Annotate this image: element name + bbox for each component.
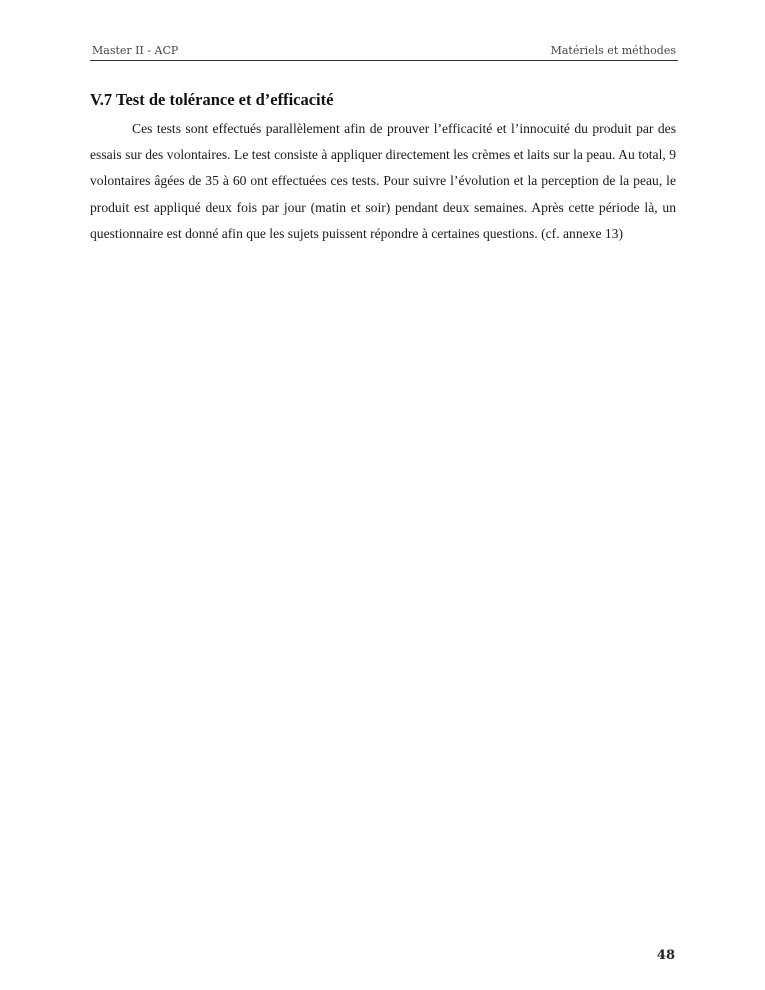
section-title: V.7 Test de tolérance et d’efficacité: [90, 90, 334, 109]
header-right-text: Matériels et méthodes: [550, 44, 676, 57]
page-header: [90, 42, 678, 61]
header-left-text: Master II - ACP: [92, 44, 179, 57]
body-paragraph: Ces tests sont effectués parallèlement afin de prouver l’efficacité et l’innocuité du produit par des essais sur des volontaires. Le test consiste à appliquer directement les crèmes et laits sur la peau. Au total, 9 volontaires âgées de 35 à 60 ont effectuées ces tests. Pour suivre l’évolution et la perception de la peau, le produit est appliqué deux fois par jour (matin et soir) pendant deux semaines. Après cette période là, un questionnaire est donné afin que les sujets puissent répondre à certaines questions. (cf. annexe 13): [90, 121, 676, 241]
page-number: 48: [656, 948, 675, 963]
